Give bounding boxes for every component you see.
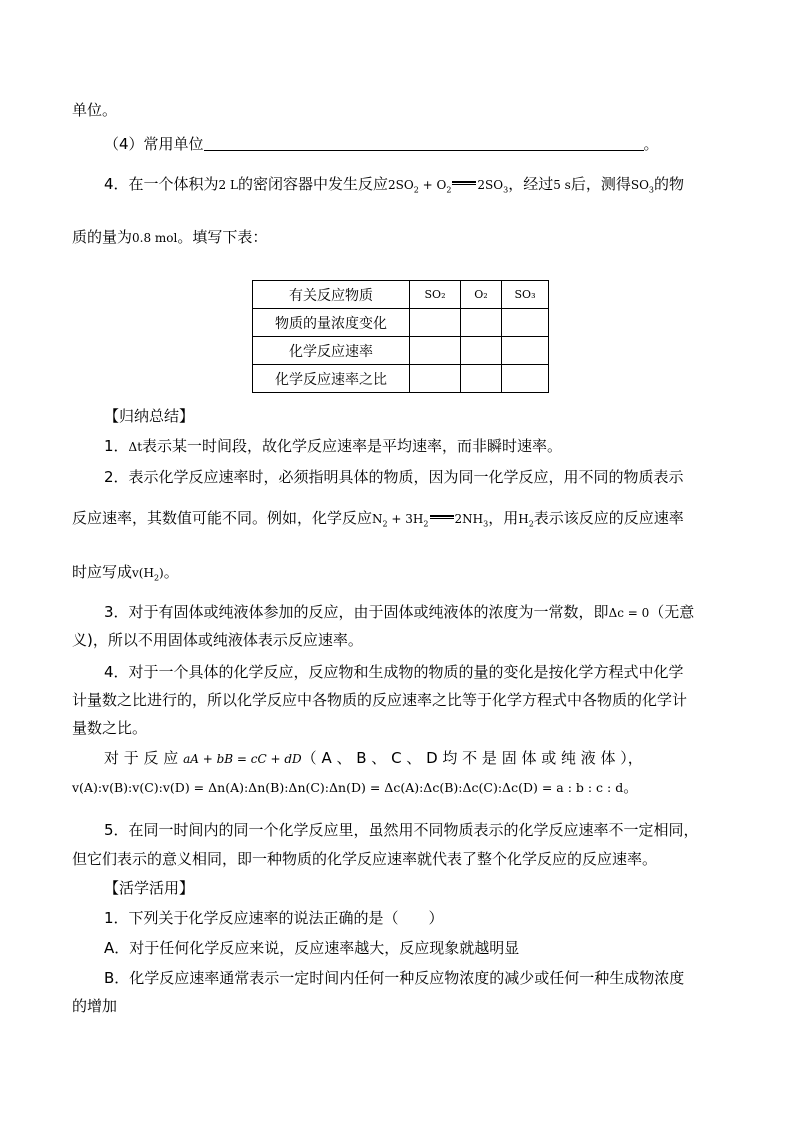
summary-3-line-2: 义)，所以不用固体或纯液体表示反应速率。 <box>72 631 363 649</box>
equilibrium-arrow-icon <box>430 515 454 519</box>
row-label: 物质的量浓度变化 <box>253 309 410 337</box>
table-header: SO₃ <box>502 281 549 309</box>
table-header-row <box>253 281 549 309</box>
summary-5-line-1: 5．在同一时间内的同一个化学反应里，虽然用不同物质表示的化学反应速率不一定相同， <box>104 821 699 839</box>
option-b[interactable]: B．化学反应速率通常表示一定时间内任何一种反应物浓度的减少或任何一种生成物浓度 <box>104 969 685 987</box>
practice-question-1: 1．下列关于化学反应速率的说法正确的是（ ） <box>104 909 444 927</box>
table-row <box>253 337 549 365</box>
option-a[interactable]: A．对于任何化学反应来说，反应速率越大，反应现象就越明显 <box>104 939 520 957</box>
row-label: 化学反应速率之比 <box>253 365 410 393</box>
answer-cell[interactable] <box>502 337 549 365</box>
summary-4-line-2: 计量数之比进行的，所以化学反应中各物质的反应速率之比等于化学方程式中各物质的化学计 <box>72 691 688 709</box>
table-header: SO₂ <box>410 281 461 309</box>
answer-cell[interactable] <box>502 365 549 393</box>
summary-4-line-3: 量数之比。 <box>72 719 148 737</box>
equilibrium-arrow-icon <box>452 181 476 185</box>
summary-5-line-2: 但它们表示的意义相同，即一种物质的化学反应速率就代表了整个化学反应的反应速率。 <box>72 850 658 868</box>
section-title-summary: 【归纳总结】 <box>104 407 195 425</box>
text-line: （4）常用单位 。 <box>104 135 659 153</box>
summary-1: 1．Δt表示某一时间段，故化学反应速率是平均速率，而非瞬时速率。 <box>104 437 563 455</box>
table-header: 有关反应物质 <box>253 281 410 309</box>
text-line: 单位。 <box>72 101 118 119</box>
answer-cell[interactable] <box>461 337 502 365</box>
answer-blank[interactable] <box>204 136 644 151</box>
table-row <box>253 365 549 393</box>
question-4-line-1: 4．在一个体积为2 L的密闭容器中发生反应$2SO_2 + O_2$ $2SO_3$，经过5 s后，测得$SO_3$的物 <box>104 175 685 195</box>
row-label: 化学反应速率 <box>253 337 410 365</box>
answer-cell[interactable] <box>410 309 461 337</box>
summary-2-line-1: 2．表示化学反应速率时，必须指明具体的物质，因为同一化学反应，用不同的物质表示 <box>104 468 684 486</box>
option-b-continued: 的增加 <box>72 997 118 1015</box>
reaction-table <box>252 280 549 393</box>
summary-3-line-1: 3．对于有固体或纯液体参加的反应，由于固体或纯液体的浓度为一常数，即Δc = 0（无意 <box>104 603 695 621</box>
table-header: O₂ <box>461 281 502 309</box>
summary-4-line-5: v(A):v(B):v(C):v(D) = Δn(A):Δn(B):Δn(C):Δn(D) = Δc(A):Δc(B):Δc(C):Δc(D) = a : b : c : d。 <box>72 778 639 796</box>
answer-cell[interactable] <box>410 365 461 393</box>
answer-cell[interactable] <box>461 365 502 393</box>
summary-2-line-3: 时应写成$v(H_2)$。 <box>72 563 179 583</box>
summary-4-line-1: 4．对于一个具体的化学反应，反应物和生成物的物质的量的变化是按化学方程式中化学 <box>104 663 684 681</box>
question-4-line-2: 质的量为0.8 mol。填写下表： <box>72 228 268 246</box>
answer-cell[interactable] <box>410 337 461 365</box>
summary-4-line-4: 对 于 反 应 aA + bB = cC + dD（ A 、 B 、 C 、 D 均 不 是 固 体 或 纯 液 体 ）， <box>104 749 643 767</box>
answer-cell[interactable] <box>461 309 502 337</box>
answer-cell[interactable] <box>502 309 549 337</box>
table-row <box>253 309 549 337</box>
section-title-practice: 【活学活用】 <box>104 879 195 897</box>
summary-2-line-2: 反应速率，其数值可能不同。例如，化学反应$N_2 + 3H_2$ $2NH_3$，用$H_2$表示该反应的反应速率 <box>72 509 684 529</box>
